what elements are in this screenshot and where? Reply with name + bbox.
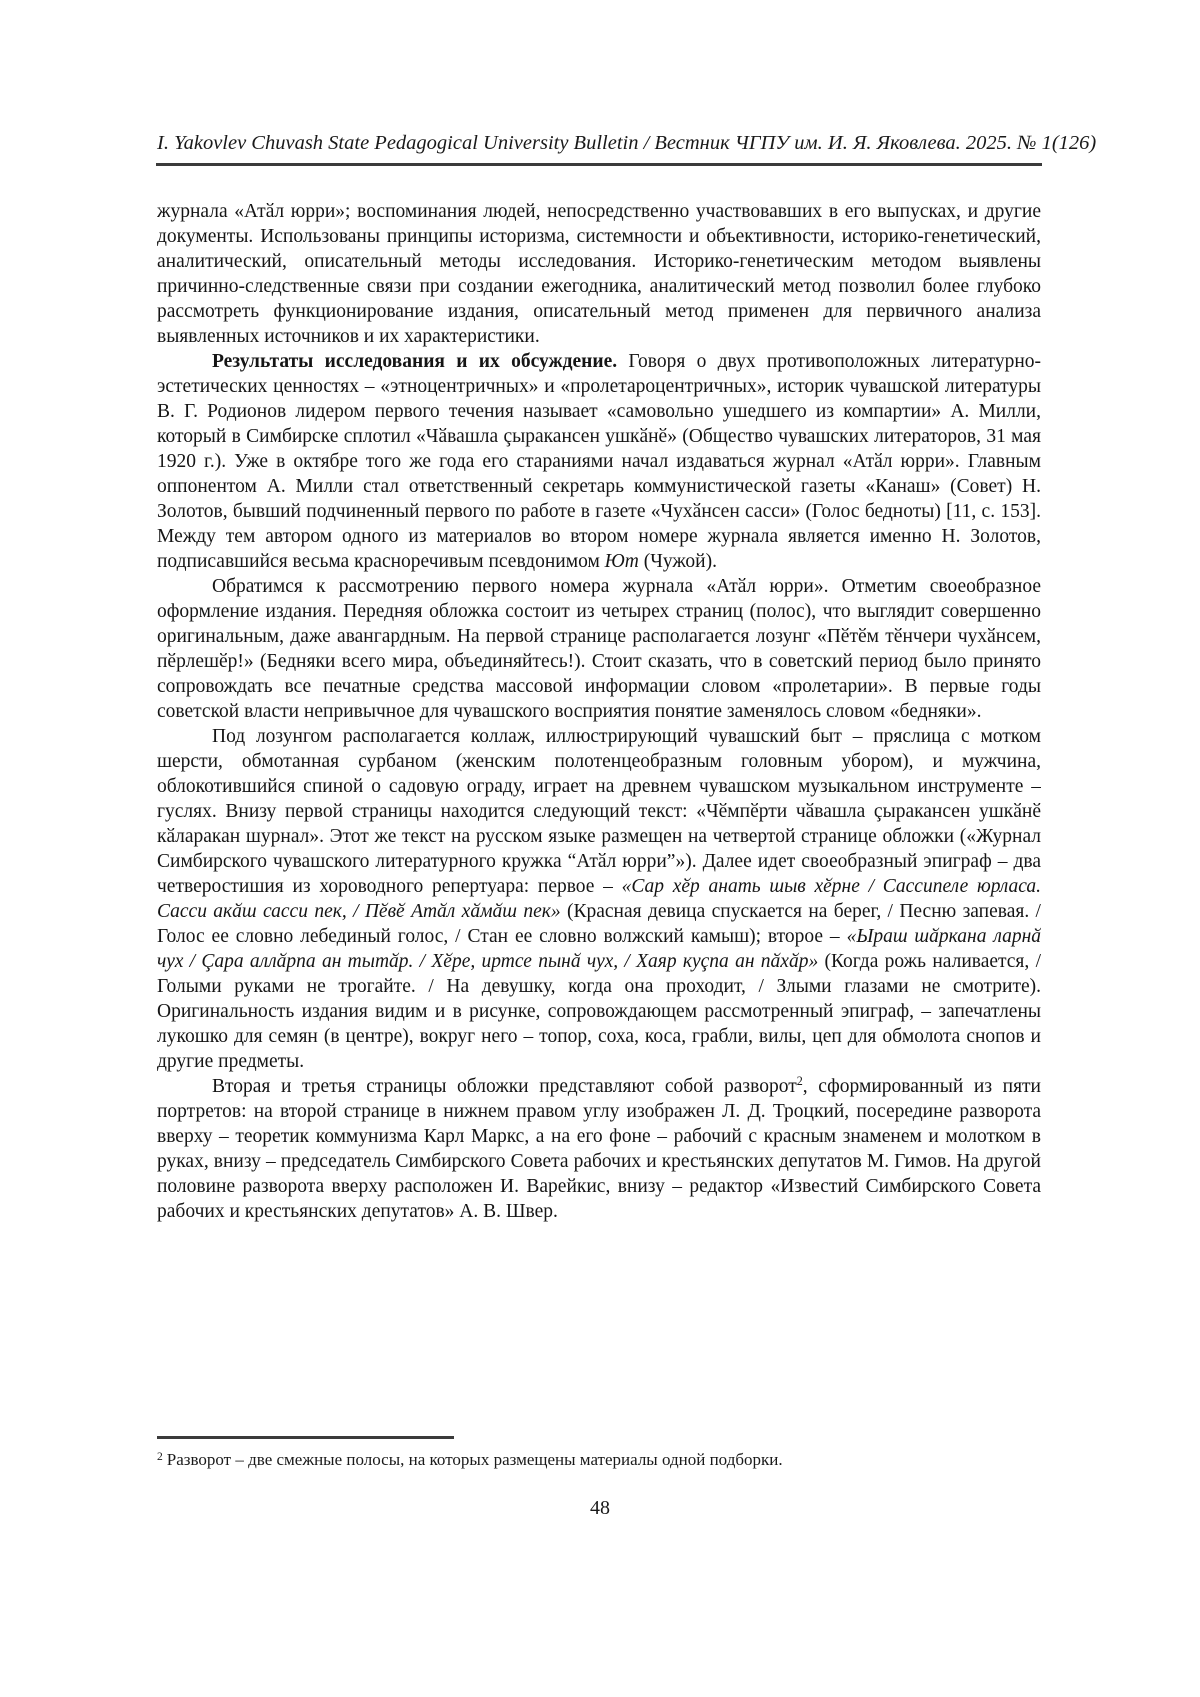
running-header: I. Yakovlev Chuvash State Pedagogical University Bulletin / Вестник ЧГПУ им. И. Я. Яковлева. 2025. № 1(126)	[157, 132, 1097, 154]
paragraph-collage-epigraph	[157, 724, 1041, 1074]
header-rule	[156, 163, 1042, 166]
article-body	[157, 199, 1041, 1432]
epigraph-quote-2: «Ыраш шӑркана ларнӑ чух / Çара аллӑрпа ан тытӑр. / Хӗре, иртсе пынӑ чух, / Хаяр куçпа ан пӑхӑр»	[157, 926, 1041, 972]
footnote-reference: 2	[796, 1074, 803, 1088]
paragraph-text: журнала «Атӑл юрри»; воспоминания людей, непосредственно участвовавших в его выпусках, и другие документы. Использованы принципы историзма, системности и объективности, историко-генетический, аналитический, описательный методы исследования. Историко-генетическим методом выявлены причинно-следственные связи при создании ежегодника, аналитический метод позволил более глубоко рассмотреть функционирование издания, описательный метод применен для первичного анализа выявленных источников и их характеристики.	[157, 201, 1041, 347]
paragraph-text: , сформированный из пяти портретов: на второй странице в нижнем правом углу изображен Л. Д. Троцкий, посередине разворота вверху – теоретик коммунизма Карл Маркс, а на его фоне – рабочий с красным знаменем и молотком в руках, внизу – председатель Симбирского Совета рабочих и крестьянских депутатов М. Гимов. На другой половине разворота вверху расположен И. Варейкис, внизу – редактор «Известий Симбирского Совета рабочих и крестьянских депутатов» А. В. Швер.	[157, 1076, 1041, 1222]
paragraph-text: Обратимся к рассмотрению первого номера журнала «Атӑл юрри». Отметим своеобразное оформление издания. Передняя обложка состоит из четырех страниц (полос), что выглядит совершенно оригинальным, даже авангардным. На первой странице располагается лозунг «Пӗтӗм тӗнчери чухӑнсем, пӗрлешӗр!» (Бедняки всего мира, объединяйтесь!). Стоит сказать, что в советский период было принято сопровождать все печатные средства массовой информации словом «пролетарии». В первые годы советской власти непривычное для чувашского восприятия понятие заменялось словом «бедняки».	[157, 576, 1041, 722]
paragraph-text: Вторая и третья страницы обложки представляют собой разворот	[212, 1076, 797, 1097]
footnote-marker: 2	[157, 1450, 163, 1463]
paragraph-text: Под лозунгом располагается коллаж, иллюстрирующий чувашский быт – пряслица с мотком шерсти, обмотанная сурбаном (женским полотенцеобразным головным убором), и мужчина, облокотившийся спиной о садовую ограду, играет на древнем чувашском музыкальном инструменте – гуслях. Внизу первой страницы находится следующий текст: «Чӗмпӗрти чӑвашла çыракансен ушкӑнӗ кӑларакан шурнал». Этот же текст на русском языке размещен на четвертой странице обложки («Журнал Симбирского чувашского литературного кружка “Атӑл юрри”»). Далее идет своеобразный эпиграф – два четверостишия из хороводного репертуара: первое –	[157, 726, 1041, 897]
page-number: 48	[590, 1497, 610, 1519]
paragraph-results-discussion	[157, 349, 1041, 574]
paragraph-text: Говоря о двух противоположных литературно-эстетических ценностях – «этноцентричных» и «пролетароцентричных», историк чувашской литературы В. Г. Родионов лидером первого течения называет «самовольно ушедшего из компартии» А. Милли, который в Симбирске сплотил «Чӑвашла çыракансен ушкӑнӗ» (Общество чувашских литераторов, 31 мая 1920 г.). Уже в октябре того же года его стараниями начал издаваться журнал «Атӑл юрри». Главным оппонентом А. Милли стал ответственный секретарь коммунистической газеты «Канаш» (Совет) Н. Золотов, бывший подчиненный первого по работе в газете «Чухӑнсен сасси» (Голос бедноты) [11, с. 153]. Между тем автором одного из материалов во втором номере журнала является именно Н. Золотов, подписавшийся весьма красноречивым псевдонимом	[157, 351, 1041, 572]
epigraph-quote-1: «Сар хӗр анать шыв хӗрне / Сассипеле юрласа. Сасси акӑш сасси пек, / Пӗвӗ Атӑл хӑмӑш пек»	[157, 876, 1041, 922]
paragraph-text: (Красная девица спускается на берег, / Песню запевая. / Голос ее словно лебединый голос, / Стан ее словно волжский камыш); второе –	[157, 901, 1041, 947]
paragraph-methods-continuation	[157, 199, 1041, 349]
paragraph-cover-spread	[157, 1074, 1041, 1224]
section-heading-inline: Результаты исследования и их обсуждение.	[212, 351, 618, 372]
footnote-text: Разворот – две смежные полосы, на которых размещены материалы одной подборки.	[166, 1450, 783, 1469]
paragraph-text: (Когда рожь наливается, / Голыми руками не трогайте. / На девушку, когда она проходит, / Злыми глазами не смотрите). Оригинальность издания видим и в рисунке, сопровождающем рассмотренный эпиграф, – запечатлены лукошко для семян (в центре), вокруг него – топор, соха, коса, грабли, вилы, цеп для обмолота снопов и другие предметы.	[157, 951, 1041, 1072]
paragraph-first-issue	[157, 574, 1041, 724]
pseudonym-italic: Ют	[604, 551, 639, 572]
footnote-separator	[157, 1436, 454, 1439]
footnote	[157, 1449, 1041, 1473]
paragraph-text: (Чужой).	[638, 551, 717, 572]
